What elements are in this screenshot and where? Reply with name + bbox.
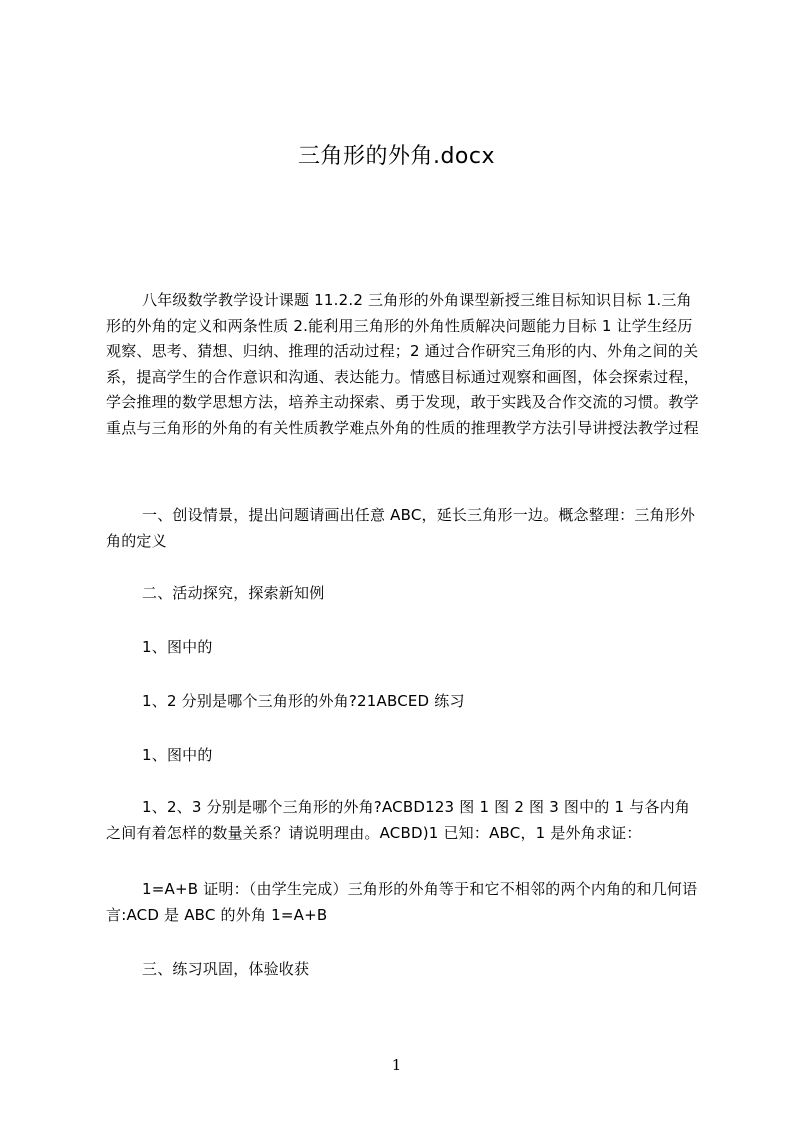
paragraph-lesson-overview: 八年级数学教学设计课题 11.2.2 三角形的外角课型新授三维目标知识目标 1.三角形的外角的定义和两条性质 2.能利用三角形的外角性质解决问题能力目标 1 让学生经历观察、思考、猜想、归纳、推理的活动过程；2 通过合作研究三角形的内、外角之间的关系，提高学生的合作意识和沟通、表达能力。情感目标通过观察和画图，体会探索过程，学会推理的数学思想方法，培养主动探索、勇于发现，敢于实践及合作交流的习惯。教学重点与三角形的外角的有关性质教学难点外角的性质的推理教学方法引导讲授法教学过程 [106, 291, 699, 437]
paragraph-figure-intro-2: 1、图中的 [142, 746, 213, 764]
page-number: 1 [391, 1056, 402, 1074]
paragraph-exercise-question: 1、2、3 分别是哪个三角形的外角?ACBD123 图 1 图 2 图 3 图中的 1 与各内角之间有着怎样的数量关系？请说明理由。ACBD)1 已知：ABC，1 是外角求证： [106, 798, 690, 842]
paragraph-section-one: 一、创设情景，提出问题请画出任意 ABC，延长三角形一边。概念整理：三角形外角的定义 [106, 506, 696, 550]
paragraph-example-question: 1、2 分别是哪个三角形的外角?21ABCED 练习 [142, 692, 465, 710]
document-title: 三角形的外角.docx [297, 144, 496, 169]
paragraph-figure-intro-1: 1、图中的 [142, 638, 213, 656]
paragraph-proof: 1=A+B 证明：（由学生完成）三角形的外角等于和它不相邻的两个内角的和几何语言:ACD 是 ABC 的外角 1=A+B [106, 880, 698, 924]
paragraph-section-three: 三、练习巩固，体验收获 [142, 960, 310, 978]
paragraph-section-two: 二、活动探究，探索新知例 [142, 584, 325, 602]
